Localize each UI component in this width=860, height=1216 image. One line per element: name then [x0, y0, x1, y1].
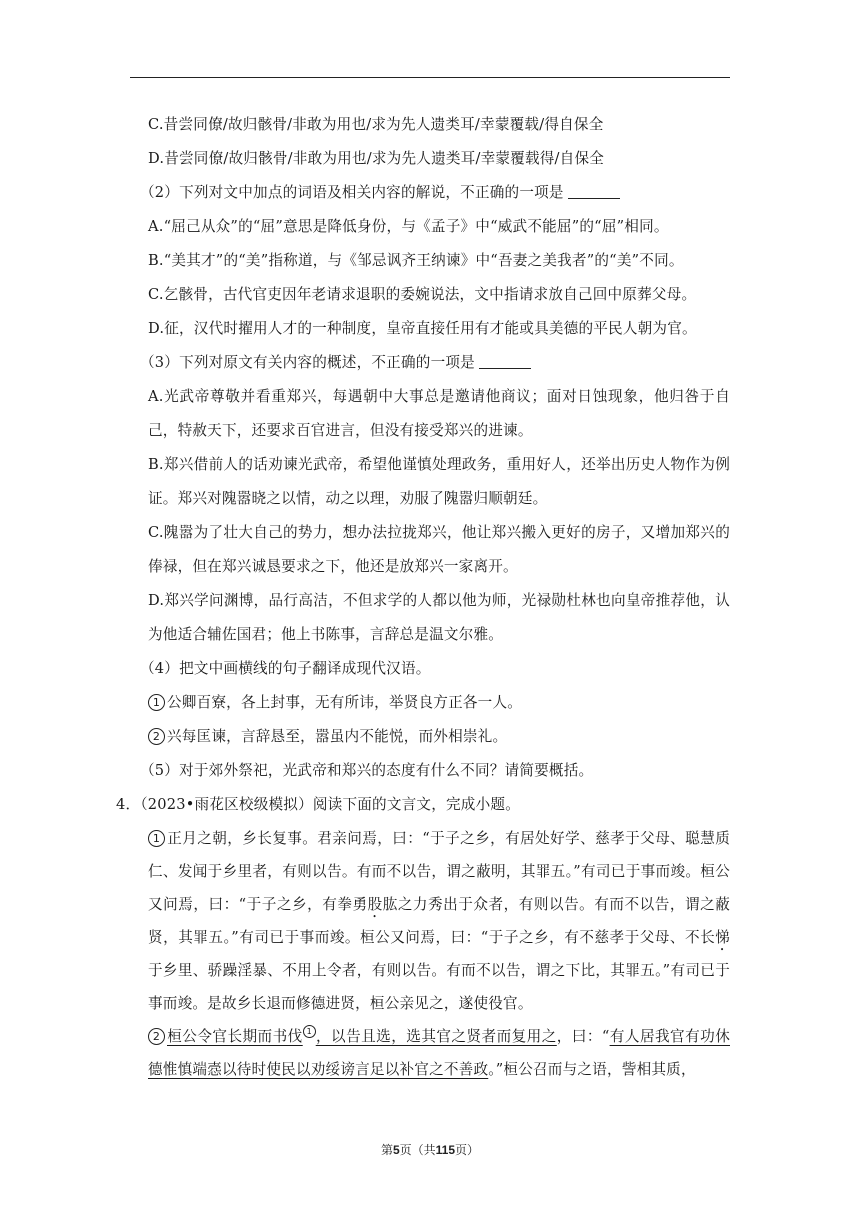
footnote-marker: 1 [303, 1025, 316, 1038]
circled-number: 1 [148, 830, 165, 847]
question-5-stem: （5）对于郊外祭祀，光武帝和郑兴的态度有什么不同？请简要概括。 [140, 762, 594, 779]
circled-number: 2 [148, 728, 165, 745]
question-4-stem: （4）把文中画横线的句子翻译成现代汉语。 [140, 660, 431, 677]
question-2-option-d: D.征，汉代时擢用人才的一种制度，皇帝直接任用有才能或具美德的平民人朝为官。 [148, 320, 697, 337]
question-2-option-a: A.“屈己从众”的“屈”意思是降低身份，与《孟子》中“威武不能屈”的“屈”相同。 [148, 218, 669, 235]
page-footer [0, 1141, 860, 1158]
underlined-sentence: ，以告且选，选其官之贤者而复用之 [315, 1028, 557, 1045]
question-2-option-c: C.乞骸骨，古代官吏因年老请求退职的委婉说法，文中指请求放自己回中原葬父母。 [148, 286, 697, 303]
dotted-word: 悌 [715, 929, 730, 946]
passage-paragraph-1 [148, 822, 730, 1020]
sentence-text: 公卿百寮，各上封事，无有所讳，举贤良方正各一人。 [167, 694, 523, 711]
answer-blank [568, 182, 620, 199]
total-pages: 115 [435, 1143, 456, 1157]
underlined-sentence: 桓公令官长期而书伐 [167, 1028, 303, 1045]
option-c-prev: C.昔尝同僚/故归骸骨/非敢为用也/求为先人遗类耳/幸蒙覆载/得自保全 [148, 116, 604, 133]
passage-paragraph-2 [148, 1020, 730, 1086]
question-3-stem [140, 346, 730, 380]
footer-text: 页（共 [399, 1143, 436, 1157]
passage-text: 正月之朝，乡长复事。君亲问焉，曰：“于子之乡，有居处好学、慈孝于父母、聪慧质仁、发闻于乡里者，有则以告。有而不以告，谓之蔽明，其罪五。”有司已于事而竣。桓公又问焉，曰：“于子之乡，有拳勇 [148, 830, 730, 913]
passage-text: 。”桓公召而与之语，訾相其质， [488, 1061, 696, 1078]
passage-text: ，曰：“ [556, 1028, 610, 1045]
option-d-prev: D.昔尝同僚/故归骸骨/非敢为用也/求为先人遗类耳/幸蒙覆载得/自保全 [148, 150, 605, 167]
question-3-option-b: B.郑兴借前人的话劝谏光武帝，希望他谨慎处理政务，重用好人，还举出历史人物作为例证。郑兴对隗嚣晓之以情，动之以理，劝服了隗嚣归顺朝廷。 [148, 456, 730, 507]
question-2-stem [140, 176, 730, 210]
circled-number: 2 [148, 1028, 165, 1045]
question-3-text: （3）下列对原文有关内容的概述，不正确的一项是 [140, 354, 475, 371]
underlined-sentence: 有人居我官有功休德惟慎端悫以待时使民以劝绥谤言足以补官之不善政 [148, 1028, 730, 1078]
question-2-text: （2）下列对文中加点的词语及相关内容的解说，不正确的一项是 [140, 184, 564, 201]
passage-text: 肱之力秀出于众者，有则以告。有而不以告，谓之蔽贤，其罪五。”有司已于事而竣。桓公又问焉，曰：“于子之乡，有不慈孝于父母、不长 [148, 896, 730, 946]
footer-text: 第 [380, 1143, 393, 1157]
footer-text: 页） [455, 1143, 480, 1157]
problem-4-header: 4．（2023•雨花区校级模拟）阅读下面的文言文，完成小题。 [116, 796, 520, 813]
question-4-sentence-2 [148, 720, 730, 754]
header-rule [130, 77, 730, 78]
question-3-option-c: C.隗嚣为了壮大自己的势力，想办法拉拢郑兴，他让郑兴搬入更好的房子，又增加郑兴的俸禄，但在郑兴诚恳要求之下，他还是放郑兴一家离开。 [148, 524, 730, 575]
question-4-sentence-1 [148, 686, 730, 720]
circled-number: 1 [148, 694, 165, 711]
question-2-option-b: B.“美其才”的“美”指称道，与《邹忌讽齐王纳谏》中“吾妻之美我者”的“美”不同。 [148, 252, 684, 269]
page-body [116, 108, 730, 1086]
dotted-word: 股 [367, 896, 383, 913]
page-number: 5 [392, 1143, 400, 1157]
sentence-text: 兴每匡谏，言辞恳至，嚣虽内不能悦，而外相崇礼。 [167, 728, 508, 745]
question-3-option-a: A.光武帝尊敬并看重郑兴，每遇朝中大事总是邀请他商议；面对日蚀现象，他归咎于自己，特赦天下，还要求百官进言，但没有接受郑兴的进谏。 [148, 388, 730, 439]
question-3-option-d: D.郑兴学问渊博，品行高洁，不但求学的人都以他为师，光禄勋杜林也向皇帝推荐他，认为他适合辅佐国君；他上书陈事，言辞总是温文尔雅。 [148, 592, 730, 643]
passage-text: 于乡里、骄躁淫暴、不用上令者，有则以告。有而不以告，谓之下比，其罪五。”有司已于事而竣。是故乡长退而修德进贤，桓公亲见之，遂使役官。 [148, 962, 730, 1012]
answer-blank [479, 352, 531, 369]
